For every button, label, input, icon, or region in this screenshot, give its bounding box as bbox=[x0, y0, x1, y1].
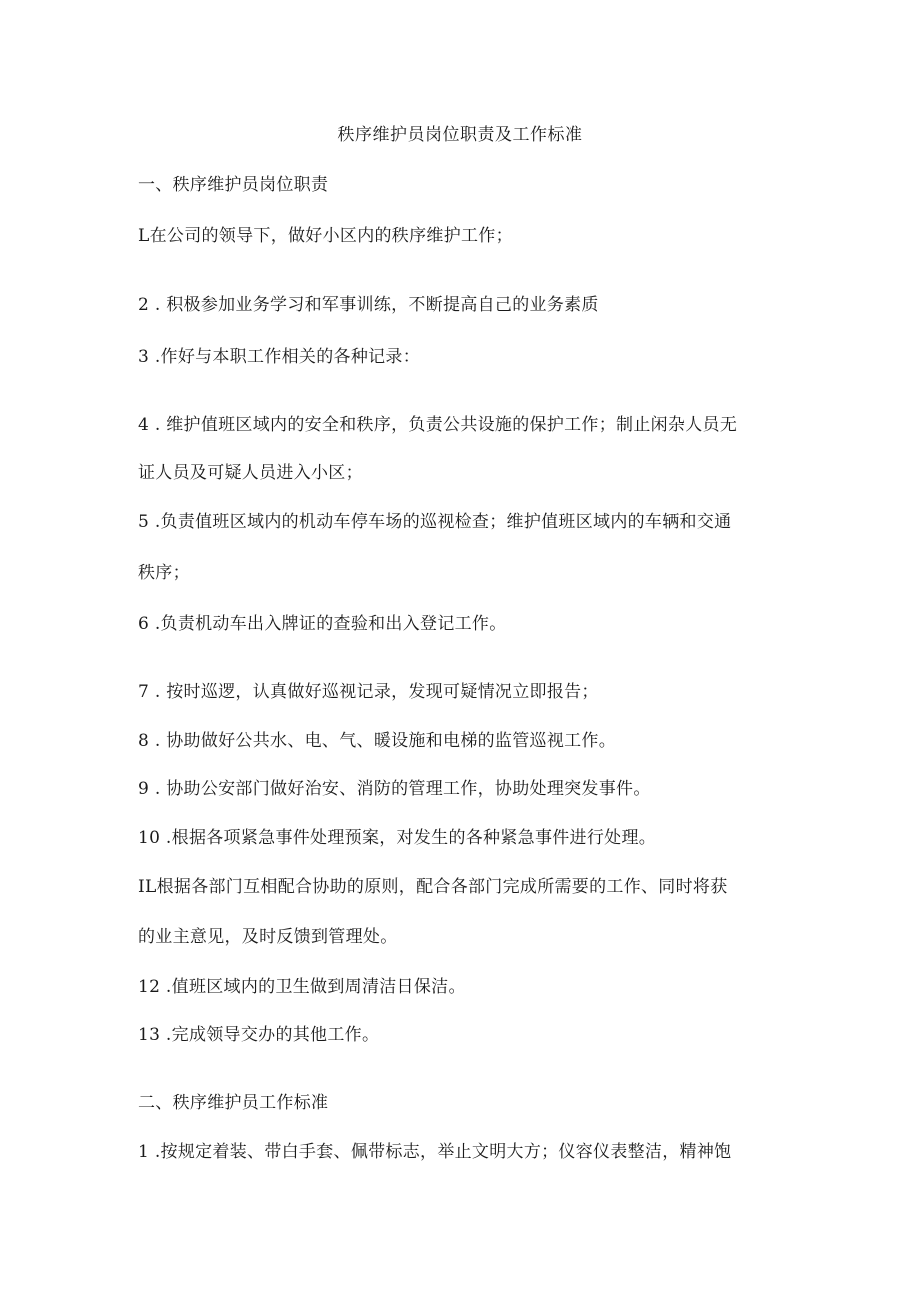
duty-item-9: 9 . 协助公安部门做好治安、消防的管理工作，协助处理突发事件。 bbox=[138, 779, 651, 799]
section-heading-duties: 一、秩序维护员岗位职责 bbox=[138, 175, 329, 195]
duty-item-12: 12 .值班区域内的卫生做到周清洁日保洁。 bbox=[138, 977, 466, 997]
duty-item-4: 4 . 维护值班区域内的安全和秩序，负责公共设施的保护工作；制止闲杂人员无 bbox=[138, 415, 738, 435]
standard-item-1: 1 .按规定着装、带白手套、佩带标志，举止文明大方；仪容仪表整洁，精神饱 bbox=[138, 1142, 732, 1162]
duty-item-8: 8 . 协助做好公共水、电、气、暖设施和电梯的监管巡视工作。 bbox=[138, 731, 617, 751]
duty-item-11: IL根据各部门互相配合协助的原则，配合各部门完成所需要的工作、同时将获 bbox=[138, 877, 728, 897]
duty-item-5-cont: 秩序； bbox=[138, 563, 190, 583]
duty-item-11-cont: 的业主意见，及时反馈到管理处。 bbox=[138, 927, 398, 947]
duty-item-1: L在公司的领导下，做好小区内的秩序维护工作； bbox=[138, 226, 513, 246]
duty-item-7: 7 . 按时巡逻，认真做好巡视记录，发现可疑情况立即报告； bbox=[138, 682, 599, 702]
section-heading-standards: 二、秩序维护员工作标准 bbox=[138, 1093, 329, 1113]
duty-item-5: 5 .负责值班区域内的机动车停车场的巡视检查；维护值班区域内的车辆和交通 bbox=[138, 512, 732, 532]
duty-item-3: 3 .作好与本职工作相关的各种记录： bbox=[138, 347, 421, 367]
duty-item-6: 6 .负责机动车出入牌证的查验和出入登记工作。 bbox=[138, 614, 507, 634]
duty-item-10: 10 .根据各项紧急事件处理预案，对发生的各种紧急事件进行处理。 bbox=[138, 828, 657, 848]
duty-item-13: 13 .完成领导交办的其他工作。 bbox=[138, 1025, 380, 1045]
document-title: 秩序维护员岗位职责及工作标准 bbox=[337, 125, 583, 145]
duty-item-2: 2 . 积极参加业务学习和军事训练，不断提高自己的业务素质 bbox=[138, 295, 599, 315]
duty-item-4-cont: 证人员及可疑人员进入小区； bbox=[138, 463, 363, 483]
